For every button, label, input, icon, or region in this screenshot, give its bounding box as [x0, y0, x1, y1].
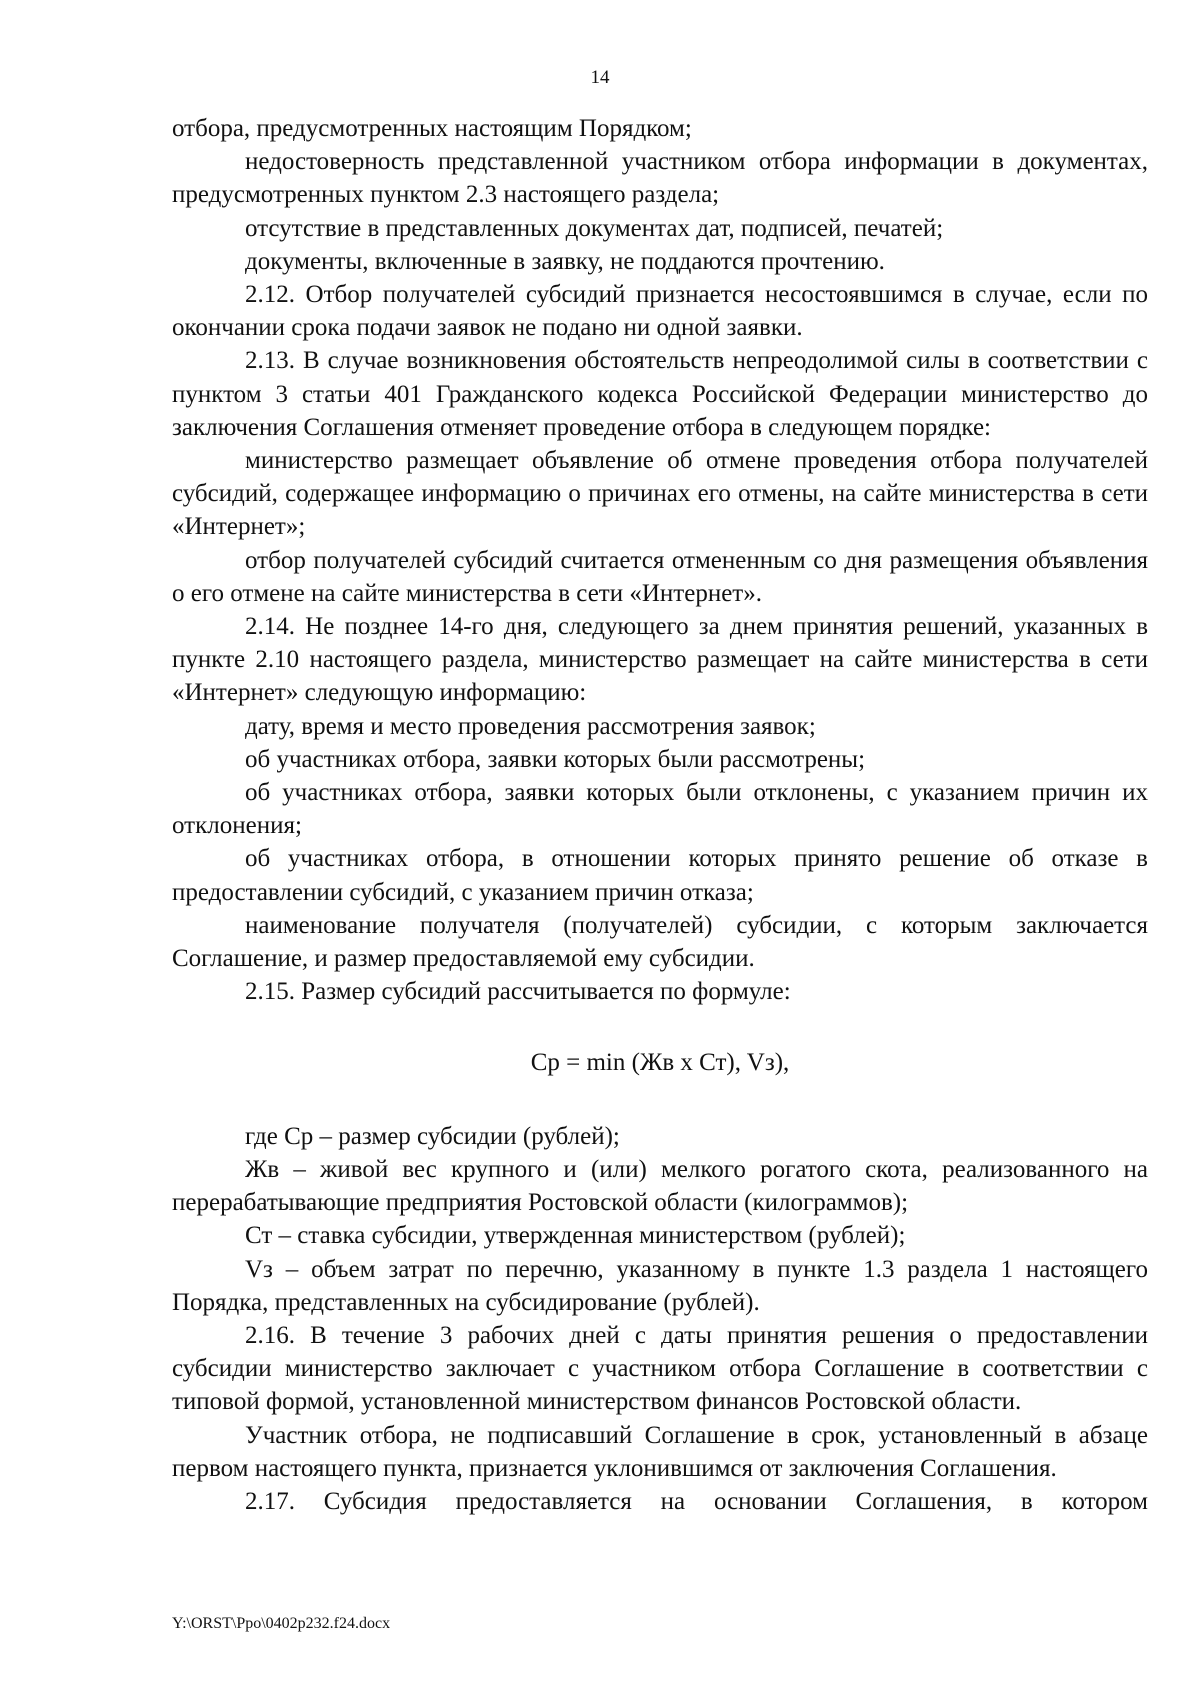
paragraphs-before-formula	[172, 112, 1148, 1008]
paragraph: 2.16. В течение 3 рабочих дней с даты принятия решения о предоставлении субсидии министерство заключает с участником отбора Соглашение в соответствии с типовой формой, установленной министерством финансов Ростовской области.	[172, 1321, 1148, 1416]
paragraph: об участниках отбора, в отношении которых принято решение об отказе в предоставлении субсидий, с указанием причин отказа;	[172, 845, 1148, 906]
paragraph: об участниках отбора, заявки которых были отклонены, с указанием причин их отклонения;	[172, 779, 1148, 840]
paragraph: 2.15. Размер субсидий рассчитывается по формуле:	[245, 978, 791, 1006]
paragraph: 2.13. В случае возникновения обстоятельств непреодолимой силы в соответствии с пунктом 3 статьи 401 Гражданского кодекса Российской Федерации министерство до заключения Соглашения отменяет проведение отбора в следующем порядке:	[172, 347, 1148, 441]
paragraph: документы, включенные в заявку, не поддаются прочтению.	[245, 247, 885, 275]
paragraph: Vз – объем затрат по перечню, указанному в пункте 1.3 раздела 1 настоящего Порядка, представленных на субсидирование (рублей).	[172, 1255, 1148, 1316]
paragraph: 2.12. Отбор получателей субсидий признается несостоявшимся в случае, если по окончании срока подачи заявок не подано ни одной заявки.	[172, 281, 1148, 342]
paragraph: отбор получателей субсидий считается отмененным со дня размещения объявления о его отмене на сайте министерства в сети «Интернет».	[172, 546, 1148, 607]
paragraph: Участник отбора, не подписавший Соглашение в срок, установленный в абзаце первом настоящего пункта, признается уклонившимся от заключения Соглашения.	[172, 1421, 1148, 1482]
paragraph: об участниках отбора, заявки которых были рассмотрены;	[245, 745, 866, 773]
paragraph: где Ср – размер субсидии (рублей);	[245, 1122, 620, 1150]
footer-file-path: Y:\ORST\Ppo\0402p232.f24.docx	[172, 1615, 391, 1632]
paragraph: отсутствие в представленных документах дат, подписей, печатей;	[245, 214, 944, 242]
paragraph: Жв – живой вес крупного и (или) мелкого рогатого скота, реализованного на перерабатывающие предприятия Ростовской области (килограммов);	[172, 1155, 1148, 1217]
paragraph: министерство размещает объявление об отмене проведения отбора получателей субсидий, содержащее информацию о причинах его отмены, на сайте министерства в сети «Интернет»;	[172, 447, 1148, 541]
page-number: 14	[590, 67, 610, 88]
paragraph: отбора, предусмотренных настоящим Порядком;	[172, 115, 692, 142]
paragraph: 2.17. Субсидия предоставляется на основании Соглашения, в котором	[245, 1487, 1148, 1515]
paragraph: 2.14. Не позднее 14-го дня, следующего за днем принятия решений, указанных в пункте 2.10 настоящего раздела, министерство размещает на сайте министерства в сети «Интернет» следующую информацию:	[172, 613, 1148, 707]
paragraph: наименование получателя (получателей) субсидии, с которым заключается Соглашение, и размер предоставляемой ему субсидии.	[172, 911, 1148, 973]
document-body	[172, 112, 1148, 1518]
subsidy-formula: Ср = min (Жв х Ст), Vз),	[530, 1049, 790, 1077]
paragraph: дату, время и место проведения рассмотрения заявок;	[245, 712, 816, 740]
paragraph: Ст – ставка субсидии, утвержденная министерством (рублей);	[245, 1222, 906, 1250]
paragraphs-after-formula	[172, 1120, 1148, 1518]
paragraph: недостоверность представленной участником отбора информации в документах, предусмотренных пунктом 2.3 настоящего раздела;	[172, 148, 1148, 209]
